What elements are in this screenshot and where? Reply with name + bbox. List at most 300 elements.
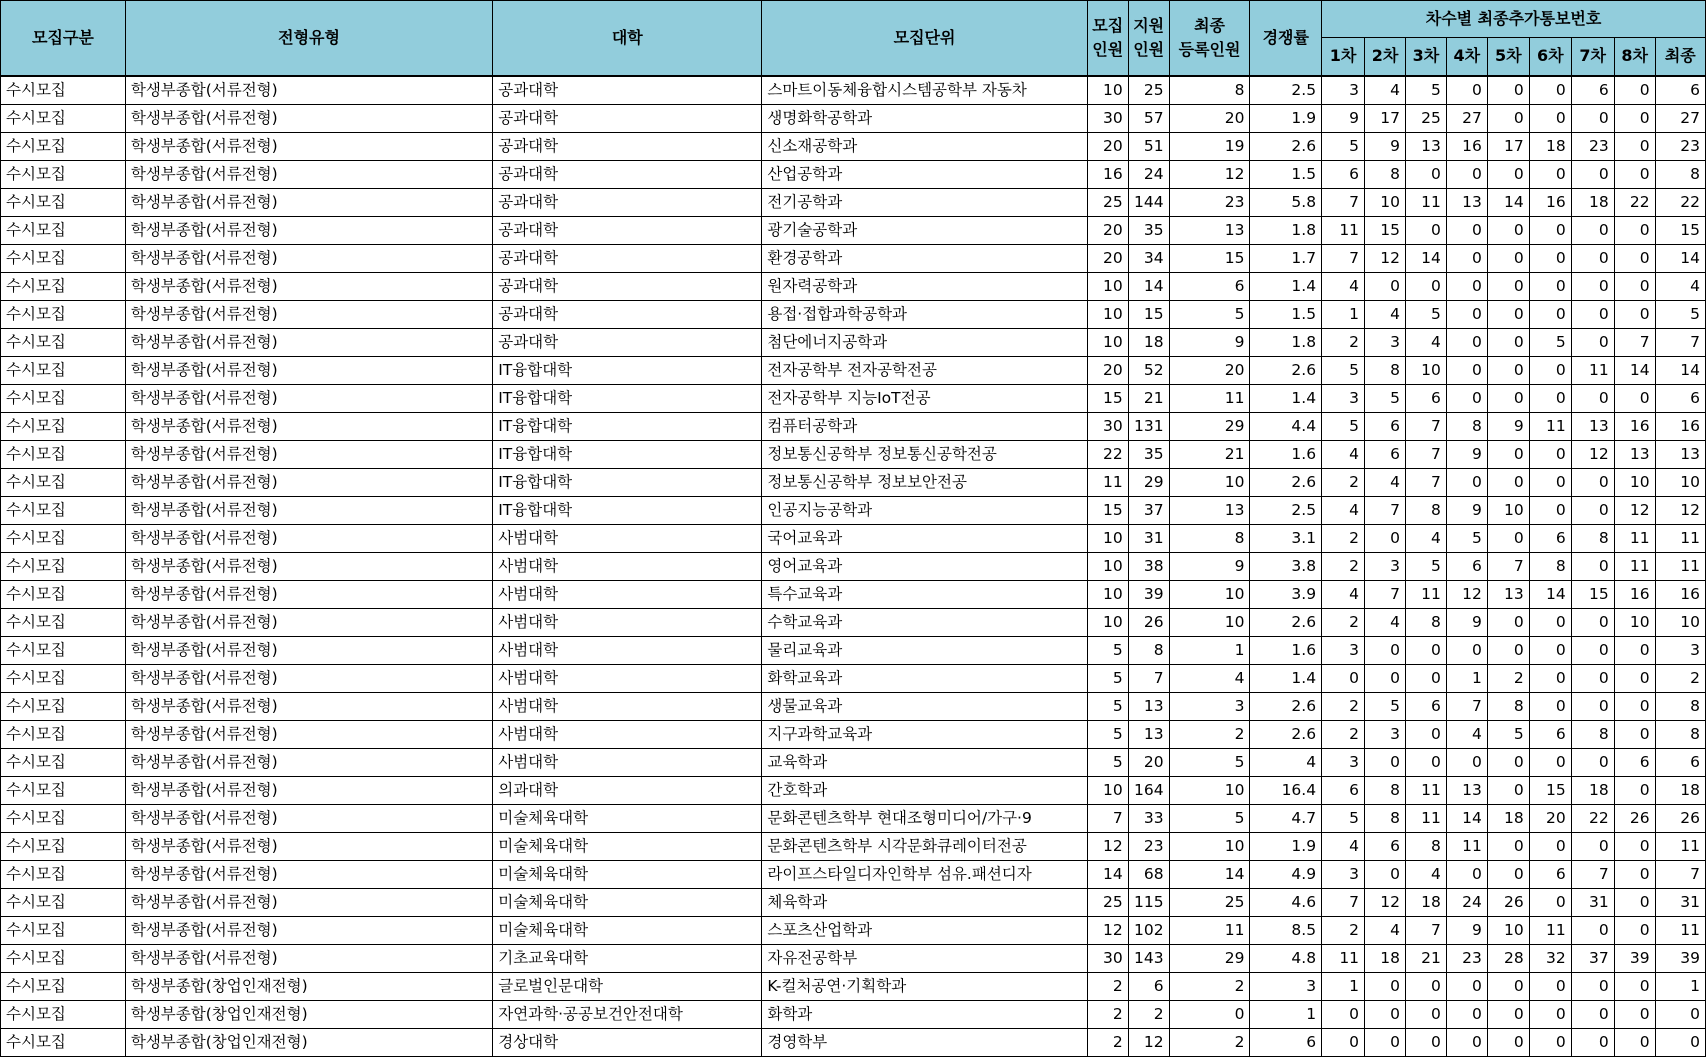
cell-round-7: 0: [1571, 692, 1614, 720]
cell-admission-type: 학생부종합(서류전형): [125, 748, 492, 776]
table-row: [1, 300, 1706, 328]
cell-applicants: 24: [1128, 160, 1169, 188]
cell-registered: 10: [1169, 580, 1250, 608]
cell-college: 사범대학: [493, 608, 762, 636]
cell-recruit-type: 수시모집: [1, 748, 126, 776]
cell-round-9: 6: [1655, 384, 1705, 412]
cell-unit: 전자공학부 전자공학전공: [762, 356, 1087, 384]
cell-round-2: 8: [1365, 160, 1406, 188]
cell-round-6: 11: [1529, 916, 1571, 944]
cell-unit: 라이프스타일디자인학부 섬유.패션디자: [762, 860, 1087, 888]
cell-round-8: 11: [1614, 524, 1655, 552]
cell-registered: 10: [1169, 776, 1250, 804]
cell-round-2: 0: [1365, 860, 1406, 888]
cell-applicants: 29: [1128, 468, 1169, 496]
cell-unit: 광기술공학과: [762, 216, 1087, 244]
cell-registered: 2: [1169, 720, 1250, 748]
cell-unit: 신소재공학과: [762, 132, 1087, 160]
cell-round-7: 0: [1571, 1028, 1614, 1056]
cell-round-5: 0: [1487, 300, 1529, 328]
cell-round-6: 16: [1529, 188, 1571, 216]
cell-unit: 정보통신공학부 정보통신공학전공: [762, 440, 1087, 468]
table-row: [1, 104, 1706, 132]
cell-applicants: 13: [1128, 720, 1169, 748]
cell-round-8: 0: [1614, 104, 1655, 132]
cell-recruit-type: 수시모집: [1, 804, 126, 832]
cell-round-6: 0: [1529, 832, 1571, 860]
cell-applicants: 57: [1128, 104, 1169, 132]
cell-recruit-type: 수시모집: [1, 356, 126, 384]
cell-round-1: 3: [1322, 860, 1365, 888]
cell-registered: 10: [1169, 608, 1250, 636]
cell-unit: 간호학과: [762, 776, 1087, 804]
cell-unit: 정보통신공학부 정보보안전공: [762, 468, 1087, 496]
cell-round-8: 0: [1614, 216, 1655, 244]
cell-round-3: 8: [1405, 496, 1446, 524]
cell-quota: 10: [1087, 776, 1128, 804]
cell-round-6: 6: [1529, 720, 1571, 748]
cell-round-3: 5: [1405, 300, 1446, 328]
cell-round-1: 1: [1322, 972, 1365, 1000]
header-applicants: [1128, 1, 1169, 76]
cell-unit: 문화콘텐츠학부 현대조형미디어/가구·9: [762, 804, 1087, 832]
cell-ratio: 1.6: [1250, 440, 1322, 468]
cell-ratio: 4.7: [1250, 804, 1322, 832]
cell-recruit-type: 수시모집: [1, 496, 126, 524]
cell-ratio: 2.6: [1250, 720, 1322, 748]
cell-registered: 10: [1169, 832, 1250, 860]
table-row: [1, 216, 1706, 244]
cell-round-3: 4: [1405, 860, 1446, 888]
cell-recruit-type: 수시모집: [1, 944, 126, 972]
cell-round-5: 10: [1487, 496, 1529, 524]
cell-round-6: 0: [1529, 244, 1571, 272]
cell-college: IT융합대학: [493, 384, 762, 412]
cell-college: 미술체육대학: [493, 832, 762, 860]
cell-round-3: 11: [1405, 776, 1446, 804]
header-ratio: 경쟁률: [1250, 1, 1322, 76]
cell-round-3: 8: [1405, 608, 1446, 636]
cell-registered: 23: [1169, 188, 1250, 216]
cell-round-2: 0: [1365, 1000, 1406, 1028]
cell-round-6: 0: [1529, 972, 1571, 1000]
cell-ratio: 2.5: [1250, 76, 1322, 105]
cell-round-9: 23: [1655, 132, 1705, 160]
cell-admission-type: 학생부종합(서류전형): [125, 188, 492, 216]
cell-round-6: 0: [1529, 1028, 1571, 1056]
cell-round-9: 3: [1655, 636, 1705, 664]
cell-admission-type: 학생부종합(서류전형): [125, 692, 492, 720]
cell-admission-type: 학생부종합(서류전형): [125, 580, 492, 608]
cell-round-3: 4: [1405, 524, 1446, 552]
cell-round-2: 4: [1365, 608, 1406, 636]
cell-quota: 22: [1087, 440, 1128, 468]
cell-applicants: 143: [1128, 944, 1169, 972]
cell-ratio: 3.1: [1250, 524, 1322, 552]
cell-round-8: 11: [1614, 552, 1655, 580]
cell-round-7: 8: [1571, 524, 1614, 552]
cell-round-3: 4: [1405, 328, 1446, 356]
cell-round-5: 0: [1487, 160, 1529, 188]
cell-applicants: 38: [1128, 552, 1169, 580]
cell-round-9: 6: [1655, 748, 1705, 776]
cell-round-6: 0: [1529, 216, 1571, 244]
cell-round-5: 8: [1487, 692, 1529, 720]
cell-round-2: 0: [1365, 1028, 1406, 1056]
cell-unit: 생명화학공학과: [762, 104, 1087, 132]
cell-round-1: 4: [1322, 832, 1365, 860]
cell-recruit-type: 수시모집: [1, 776, 126, 804]
cell-round-6: 0: [1529, 160, 1571, 188]
cell-applicants: 68: [1128, 860, 1169, 888]
cell-applicants: 25: [1128, 76, 1169, 105]
cell-admission-type: 학생부종합(서류전형): [125, 888, 492, 916]
cell-round-4: 0: [1446, 1000, 1487, 1028]
cell-round-2: 6: [1365, 440, 1406, 468]
cell-round-1: 2: [1322, 552, 1365, 580]
table-row: [1, 916, 1706, 944]
cell-round-7: 8: [1571, 720, 1614, 748]
cell-applicants: 18: [1128, 328, 1169, 356]
header-round-6: 6차: [1529, 38, 1571, 76]
cell-college: 미술체육대학: [493, 860, 762, 888]
cell-unit: 첨단에너지공학과: [762, 328, 1087, 356]
cell-college: 공과대학: [493, 160, 762, 188]
cell-recruit-type: 수시모집: [1, 412, 126, 440]
cell-round-1: 2: [1322, 608, 1365, 636]
cell-round-7: 0: [1571, 1000, 1614, 1028]
table-row: [1, 580, 1706, 608]
cell-round-9: 10: [1655, 608, 1705, 636]
cell-registered: 0: [1169, 1000, 1250, 1028]
cell-round-5: 5: [1487, 720, 1529, 748]
cell-round-8: 39: [1614, 944, 1655, 972]
table-row: [1, 636, 1706, 664]
cell-registered: 5: [1169, 300, 1250, 328]
header-round-8: 8차: [1614, 38, 1655, 76]
cell-round-7: 23: [1571, 132, 1614, 160]
cell-registered: 29: [1169, 944, 1250, 972]
cell-round-6: 0: [1529, 76, 1571, 105]
cell-round-8: 0: [1614, 76, 1655, 105]
cell-quota: 16: [1087, 160, 1128, 188]
cell-round-9: 8: [1655, 692, 1705, 720]
cell-round-3: 0: [1405, 748, 1446, 776]
cell-applicants: 13: [1128, 692, 1169, 720]
cell-round-1: 3: [1322, 636, 1365, 664]
cell-round-8: 6: [1614, 748, 1655, 776]
cell-registered: 1: [1169, 636, 1250, 664]
cell-recruit-type: 수시모집: [1, 692, 126, 720]
cell-round-2: 12: [1365, 888, 1406, 916]
cell-round-7: 31: [1571, 888, 1614, 916]
cell-round-7: 0: [1571, 244, 1614, 272]
cell-round-9: 14: [1655, 356, 1705, 384]
cell-round-9: 0: [1655, 1028, 1705, 1056]
cell-applicants: 20: [1128, 748, 1169, 776]
cell-round-9: 12: [1655, 496, 1705, 524]
cell-round-5: 0: [1487, 636, 1529, 664]
cell-quota: 30: [1087, 412, 1128, 440]
cell-quota: 2: [1087, 972, 1128, 1000]
cell-recruit-type: 수시모집: [1, 76, 126, 105]
cell-round-3: 0: [1405, 160, 1446, 188]
cell-applicants: 37: [1128, 496, 1169, 524]
cell-round-6: 11: [1529, 412, 1571, 440]
cell-round-2: 3: [1365, 328, 1406, 356]
cell-unit: 컴퓨터공학과: [762, 412, 1087, 440]
cell-round-1: 5: [1322, 132, 1365, 160]
header-round-4: 4차: [1446, 38, 1487, 76]
cell-round-7: 0: [1571, 748, 1614, 776]
cell-quota: 10: [1087, 76, 1128, 105]
cell-round-6: 0: [1529, 1000, 1571, 1028]
cell-round-1: 2: [1322, 692, 1365, 720]
cell-round-4: 4: [1446, 720, 1487, 748]
cell-registered: 19: [1169, 132, 1250, 160]
cell-round-4: 0: [1446, 860, 1487, 888]
header-quota: [1087, 1, 1128, 76]
cell-college: 자연과학·공공보건안전대학: [493, 1000, 762, 1028]
cell-admission-type: 학생부종합(서류전형): [125, 832, 492, 860]
cell-round-5: 0: [1487, 1028, 1529, 1056]
cell-round-1: 0: [1322, 1000, 1365, 1028]
cell-registered: 9: [1169, 328, 1250, 356]
table-row: [1, 804, 1706, 832]
cell-applicants: 35: [1128, 216, 1169, 244]
cell-college: 사범대학: [493, 552, 762, 580]
cell-ratio: 4.8: [1250, 944, 1322, 972]
cell-round-9: 5: [1655, 300, 1705, 328]
cell-round-5: 0: [1487, 384, 1529, 412]
cell-applicants: 115: [1128, 888, 1169, 916]
cell-round-5: 26: [1487, 888, 1529, 916]
cell-round-8: 0: [1614, 1000, 1655, 1028]
cell-round-9: 16: [1655, 412, 1705, 440]
cell-ratio: 1: [1250, 1000, 1322, 1028]
cell-round-3: 6: [1405, 384, 1446, 412]
cell-round-7: 37: [1571, 944, 1614, 972]
cell-admission-type: 학생부종합(서류전형): [125, 468, 492, 496]
cell-round-3: 0: [1405, 272, 1446, 300]
cell-round-1: 0: [1322, 1028, 1365, 1056]
cell-round-4: 0: [1446, 272, 1487, 300]
cell-round-2: 0: [1365, 524, 1406, 552]
cell-ratio: 2.6: [1250, 608, 1322, 636]
cell-round-5: 0: [1487, 524, 1529, 552]
cell-round-8: 0: [1614, 972, 1655, 1000]
cell-applicants: 23: [1128, 832, 1169, 860]
cell-round-5: 0: [1487, 272, 1529, 300]
cell-ratio: 2.6: [1250, 468, 1322, 496]
cell-unit: 인공지능공학과: [762, 496, 1087, 524]
cell-round-8: 0: [1614, 384, 1655, 412]
cell-recruit-type: 수시모집: [1, 132, 126, 160]
cell-quota: 12: [1087, 832, 1128, 860]
header-recruit-type: 모집구분: [1, 1, 126, 76]
cell-round-3: 10: [1405, 356, 1446, 384]
cell-admission-type: 학생부종합(창업인재전형): [125, 1000, 492, 1028]
cell-recruit-type: 수시모집: [1, 524, 126, 552]
cell-applicants: 35: [1128, 440, 1169, 468]
cell-college: 공과대학: [493, 132, 762, 160]
cell-round-1: 4: [1322, 580, 1365, 608]
cell-ratio: 4.6: [1250, 888, 1322, 916]
cell-round-1: 4: [1322, 272, 1365, 300]
cell-round-4: 7: [1446, 692, 1487, 720]
cell-round-6: 0: [1529, 636, 1571, 664]
cell-college: IT융합대학: [493, 440, 762, 468]
cell-registered: 5: [1169, 748, 1250, 776]
cell-round-2: 4: [1365, 468, 1406, 496]
header-round-1: 1차: [1322, 38, 1365, 76]
cell-admission-type: 학생부종합(서류전형): [125, 244, 492, 272]
header-registered-line2: 등록인원: [1178, 39, 1241, 59]
cell-round-5: 0: [1487, 440, 1529, 468]
cell-ratio: 1.6: [1250, 636, 1322, 664]
cell-unit: 영어교육과: [762, 552, 1087, 580]
cell-round-9: 18: [1655, 776, 1705, 804]
header-applicants-line1: 지원: [1133, 15, 1165, 35]
cell-round-3: 18: [1405, 888, 1446, 916]
cell-round-3: 0: [1405, 1028, 1446, 1056]
cell-college: 공과대학: [493, 328, 762, 356]
cell-college: 사범대학: [493, 692, 762, 720]
cell-round-7: 0: [1571, 468, 1614, 496]
cell-recruit-type: 수시모집: [1, 636, 126, 664]
cell-round-4: 9: [1446, 608, 1487, 636]
cell-round-4: 8: [1446, 412, 1487, 440]
cell-round-5: 0: [1487, 972, 1529, 1000]
cell-round-9: 26: [1655, 804, 1705, 832]
cell-ratio: 16.4: [1250, 776, 1322, 804]
cell-quota: 5: [1087, 748, 1128, 776]
cell-recruit-type: 수시모집: [1, 384, 126, 412]
cell-round-5: 0: [1487, 76, 1529, 105]
cell-round-4: 9: [1446, 440, 1487, 468]
table-row: [1, 608, 1706, 636]
cell-round-6: 0: [1529, 104, 1571, 132]
cell-admission-type: 학생부종합(서류전형): [125, 524, 492, 552]
cell-registered: 15: [1169, 244, 1250, 272]
cell-unit: 체육학과: [762, 888, 1087, 916]
cell-admission-type: 학생부종합(서류전형): [125, 440, 492, 468]
table-row: [1, 860, 1706, 888]
cell-ratio: 1.9: [1250, 104, 1322, 132]
cell-round-9: 27: [1655, 104, 1705, 132]
cell-round-1: 2: [1322, 720, 1365, 748]
cell-round-8: 10: [1614, 468, 1655, 496]
cell-college: IT융합대학: [493, 356, 762, 384]
cell-admission-type: 학생부종합(서류전형): [125, 216, 492, 244]
cell-quota: 7: [1087, 804, 1128, 832]
cell-round-6: 0: [1529, 356, 1571, 384]
cell-round-5: 10: [1487, 916, 1529, 944]
cell-applicants: 6: [1128, 972, 1169, 1000]
cell-round-6: 32: [1529, 944, 1571, 972]
cell-round-8: 0: [1614, 692, 1655, 720]
table-row: [1, 888, 1706, 916]
cell-round-8: 12: [1614, 496, 1655, 524]
cell-college: 공과대학: [493, 244, 762, 272]
cell-unit: 국어교육과: [762, 524, 1087, 552]
cell-round-8: 0: [1614, 916, 1655, 944]
cell-unit: 자유전공학부: [762, 944, 1087, 972]
cell-round-9: 22: [1655, 188, 1705, 216]
cell-round-5: 0: [1487, 776, 1529, 804]
cell-unit: 스마트이동체융합시스템공학부 자동차: [762, 76, 1087, 105]
cell-round-7: 0: [1571, 272, 1614, 300]
cell-applicants: 12: [1128, 1028, 1169, 1056]
cell-round-8: 22: [1614, 188, 1655, 216]
cell-ratio: 1.8: [1250, 328, 1322, 356]
cell-round-4: 16: [1446, 132, 1487, 160]
cell-round-2: 8: [1365, 804, 1406, 832]
cell-unit: 화학교육과: [762, 664, 1087, 692]
cell-round-8: 0: [1614, 160, 1655, 188]
cell-applicants: 33: [1128, 804, 1169, 832]
cell-registered: 10: [1169, 468, 1250, 496]
cell-recruit-type: 수시모집: [1, 160, 126, 188]
cell-round-2: 10: [1365, 188, 1406, 216]
cell-unit: 문화콘텐츠학부 시각문화큐레이터전공: [762, 832, 1087, 860]
cell-round-2: 3: [1365, 552, 1406, 580]
cell-round-1: 0: [1322, 664, 1365, 692]
table-row: [1, 748, 1706, 776]
cell-round-7: 0: [1571, 636, 1614, 664]
cell-round-9: 8: [1655, 720, 1705, 748]
cell-round-1: 7: [1322, 888, 1365, 916]
cell-round-3: 6: [1405, 692, 1446, 720]
table-row: [1, 552, 1706, 580]
cell-round-6: 0: [1529, 748, 1571, 776]
cell-unit: 산업공학과: [762, 160, 1087, 188]
cell-round-1: 6: [1322, 160, 1365, 188]
cell-applicants: 102: [1128, 916, 1169, 944]
cell-round-4: 9: [1446, 916, 1487, 944]
cell-round-5: 0: [1487, 468, 1529, 496]
cell-round-5: 0: [1487, 1000, 1529, 1028]
cell-unit: 원자력공학과: [762, 272, 1087, 300]
cell-ratio: 8.5: [1250, 916, 1322, 944]
cell-round-8: 0: [1614, 664, 1655, 692]
cell-unit: 교육학과: [762, 748, 1087, 776]
cell-round-1: 9: [1322, 104, 1365, 132]
cell-round-9: 6: [1655, 76, 1705, 105]
cell-round-6: 5: [1529, 328, 1571, 356]
cell-round-9: 7: [1655, 860, 1705, 888]
cell-round-1: 3: [1322, 76, 1365, 105]
cell-recruit-type: 수시모집: [1, 580, 126, 608]
cell-college: 사범대학: [493, 748, 762, 776]
cell-unit: 화학과: [762, 1000, 1087, 1028]
cell-unit: K-컬처공연·기획학과: [762, 972, 1087, 1000]
cell-round-1: 4: [1322, 440, 1365, 468]
cell-round-3: 7: [1405, 468, 1446, 496]
cell-ratio: 4: [1250, 748, 1322, 776]
cell-round-8: 0: [1614, 860, 1655, 888]
cell-quota: 10: [1087, 580, 1128, 608]
cell-round-5: 0: [1487, 860, 1529, 888]
cell-round-3: 5: [1405, 76, 1446, 105]
cell-round-4: 0: [1446, 468, 1487, 496]
cell-ratio: 3: [1250, 972, 1322, 1000]
cell-quota: 2: [1087, 1028, 1128, 1056]
cell-round-1: 6: [1322, 776, 1365, 804]
cell-college: 미술체육대학: [493, 804, 762, 832]
cell-round-6: 0: [1529, 496, 1571, 524]
cell-unit: 스포츠산업학과: [762, 916, 1087, 944]
